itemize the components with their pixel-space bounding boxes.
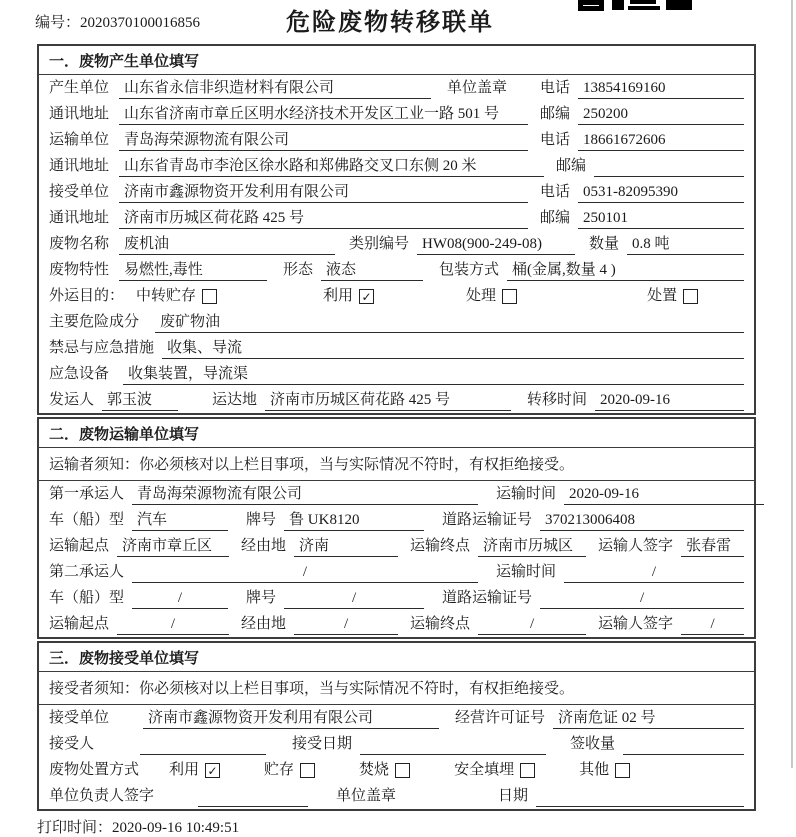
category-code-label: 类别编号 bbox=[349, 236, 410, 252]
purpose-dispose-option bbox=[647, 286, 698, 307]
route-origin-2-label: 运输起点 bbox=[49, 616, 110, 632]
disposal-landfill-label: 安全填埋 bbox=[454, 762, 515, 778]
purpose-dispose-label: 处置 bbox=[647, 288, 678, 304]
receiver-phone-label: 电话 bbox=[539, 184, 570, 200]
receiver-address-row bbox=[39, 205, 754, 231]
shipper-row bbox=[39, 387, 754, 413]
quantity-label: 数量 bbox=[589, 236, 620, 252]
road-permit-value: 370213006408 bbox=[540, 510, 744, 531]
emergency-measures-row bbox=[39, 335, 754, 361]
purpose-utilize-label: 利用 bbox=[323, 288, 354, 304]
receiver-unit-label: 接受单位 bbox=[49, 184, 110, 200]
producer-zip-value: 250200 bbox=[578, 104, 744, 125]
producer-zip-label: 邮编 bbox=[539, 106, 570, 122]
disposal-incinerate-label: 焚烧 bbox=[359, 762, 390, 778]
purpose-transit-storage-checkbox bbox=[202, 289, 217, 304]
section-transporter-title: 二．废物运输单位填写 bbox=[39, 419, 754, 448]
receiver-seal-label: 单位盖章 bbox=[336, 788, 397, 804]
receiver-phone-value: 0531-82095390 bbox=[578, 182, 744, 203]
receive-date-label: 接受日期 bbox=[292, 736, 353, 752]
physical-form-value: 液态 bbox=[321, 260, 423, 281]
route-origin-label: 运输起点 bbox=[49, 538, 110, 554]
producer-address-value: 山东省济南市章丘区明水经济技术开发区工业一路 501 号 bbox=[119, 104, 528, 125]
waste-name-row bbox=[39, 231, 754, 257]
print-time bbox=[37, 816, 756, 837]
transporter-unit-row bbox=[39, 127, 754, 153]
receiver-zip-label: 邮编 bbox=[539, 210, 570, 226]
vehicle-type-2-label: 车（船）型 bbox=[49, 590, 125, 606]
purpose-utilize-option bbox=[323, 286, 374, 307]
waste-characteristics-value: 易燃性,毒性 bbox=[119, 260, 267, 281]
first-carrier-row bbox=[39, 481, 754, 507]
plate-number-2-value: / bbox=[284, 588, 424, 609]
physical-form-label: 形态 bbox=[283, 262, 314, 278]
purpose-treat-label: 处理 bbox=[466, 288, 497, 304]
destination-value: 济南市历城区荷花路 425 号 bbox=[265, 390, 511, 411]
transfer-date-value: 2020-09-16 bbox=[595, 390, 744, 411]
section-receiver bbox=[37, 641, 756, 811]
receiver-unit-row bbox=[39, 179, 754, 205]
waste-name-label: 废物名称 bbox=[49, 236, 110, 252]
manager-signature-row bbox=[39, 783, 754, 809]
route-end-2-label: 运输终点 bbox=[410, 616, 471, 632]
quantity-value: 0.8 吨 bbox=[627, 234, 744, 255]
receiver-notice: 接受者须知：你必须核对以上栏目事项，当与实际情况不符时，有权拒绝接受。 bbox=[39, 672, 754, 705]
producer-address-label: 通讯地址 bbox=[49, 106, 110, 122]
qr-finder-block bbox=[578, 0, 604, 11]
route-row-2 bbox=[39, 611, 754, 637]
route-via-2-label: 经由地 bbox=[241, 616, 287, 632]
transport-time-value: 2020-09-16 bbox=[564, 484, 764, 505]
transport-time-2-label: 运输时间 bbox=[496, 564, 557, 580]
emergency-measures-label: 禁忌与应急措施 bbox=[49, 340, 155, 356]
transporter-address-value: 山东省青岛市李沧区徐水路和郑佛路交叉口东侧 20 米 bbox=[119, 156, 544, 177]
vehicle-type-value: 汽车 bbox=[132, 510, 228, 531]
carrier-signature-2-label: 运输人签字 bbox=[598, 616, 674, 632]
second-carrier-label: 第二承运人 bbox=[49, 564, 125, 580]
first-carrier-value: 青岛海荣源物流有限公司 bbox=[132, 484, 478, 505]
transporter-address-row bbox=[39, 153, 754, 179]
section-producer bbox=[37, 44, 756, 415]
receiver-person-value bbox=[140, 734, 266, 755]
transporter-address-label: 通讯地址 bbox=[49, 158, 110, 174]
route-end-2-value: / bbox=[478, 614, 586, 635]
waste-characteristics-label: 废物特性 bbox=[49, 262, 110, 278]
disposal-landfill-option bbox=[454, 760, 535, 781]
purpose-transit-storage-option bbox=[136, 286, 217, 307]
purpose-transit-storage-label: 中转贮存 bbox=[136, 288, 197, 304]
transporter-phone-value: 18661672606 bbox=[578, 130, 744, 151]
transporter-notice: 运输者须知：你必须核对以上栏目事项，当与实际情况不符时，有权拒绝接受。 bbox=[39, 448, 754, 481]
carrier-signature-value: 张春雷 bbox=[681, 536, 744, 557]
sign-date-value bbox=[536, 786, 744, 807]
signed-quantity-label: 签收量 bbox=[570, 736, 616, 752]
receiving-unit-row bbox=[39, 705, 754, 731]
producer-address-row bbox=[39, 101, 754, 127]
plate-number-2-label: 牌号 bbox=[246, 590, 277, 606]
disposal-utilize-checkbox: ✓ bbox=[205, 763, 220, 778]
disposal-incinerate-option bbox=[359, 760, 410, 781]
route-via-value: 济南 bbox=[294, 536, 398, 557]
road-permit-2-value: / bbox=[540, 588, 744, 609]
section-transporter bbox=[37, 417, 756, 639]
doc-number-label: 编号： bbox=[35, 15, 81, 31]
receiving-unit-label: 接受单位 bbox=[49, 710, 110, 726]
carrier-signature-label: 运输人签字 bbox=[598, 538, 674, 554]
producer-unit-row bbox=[39, 75, 754, 101]
waste-characteristics-row bbox=[39, 257, 754, 283]
receiver-person-label: 接受人 bbox=[49, 736, 95, 752]
disposal-store-checkbox bbox=[300, 763, 315, 778]
purpose-treat-option bbox=[466, 286, 517, 307]
first-carrier-label: 第一承运人 bbox=[49, 486, 125, 502]
route-row-1 bbox=[39, 533, 754, 559]
sign-date-label: 日期 bbox=[497, 788, 528, 804]
disposal-other-checkbox bbox=[615, 763, 630, 778]
section-producer-title: 一．废物产生单位填写 bbox=[39, 46, 754, 75]
route-via-2-value: / bbox=[294, 614, 398, 635]
road-permit-label: 道路运输证号 bbox=[442, 512, 533, 528]
category-code-value: HW08(900-249-08) bbox=[417, 234, 575, 255]
section-receiver-title: 三．废物接受单位填写 bbox=[39, 643, 754, 672]
shipper-label: 发运人 bbox=[49, 392, 95, 408]
producer-phone-label: 电话 bbox=[539, 80, 570, 96]
transporter-unit-value: 青岛海荣源物流有限公司 bbox=[119, 130, 528, 151]
print-time-value: 2020-09-16 10:49:51 bbox=[112, 820, 240, 836]
emergency-equipment-value: 收集装置，导流渠 bbox=[123, 364, 744, 385]
producer-phone-value: 13854169160 bbox=[578, 78, 744, 99]
emergency-measures-value: 收集、导流 bbox=[162, 338, 744, 359]
transfer-purpose-row bbox=[39, 283, 754, 309]
business-permit-value: 济南危证 02 号 bbox=[553, 708, 744, 729]
route-end-value: 济南市历城区 bbox=[478, 536, 586, 557]
transporter-phone-label: 电话 bbox=[539, 132, 570, 148]
purpose-dispose-checkbox bbox=[683, 289, 698, 304]
page-edge-line bbox=[791, 0, 793, 768]
packing-method-value: 桶(金属,数量 4 ) bbox=[507, 260, 744, 281]
shipper-value: 郭玉波 bbox=[102, 390, 178, 411]
disposal-other-option bbox=[579, 760, 630, 781]
route-origin-value: 济南市章丘区 bbox=[117, 536, 229, 557]
hazard-components-value: 废矿物油 bbox=[155, 312, 744, 333]
route-via-label: 经由地 bbox=[241, 538, 287, 554]
vehicle-type-2-value: / bbox=[132, 588, 228, 609]
disposal-method-row bbox=[39, 757, 754, 783]
receive-date-value bbox=[360, 734, 546, 755]
second-carrier-row bbox=[39, 559, 754, 585]
receiving-unit-value: 济南市鑫源物资开发利用有限公司 bbox=[143, 708, 439, 729]
route-origin-2-value: / bbox=[117, 614, 229, 635]
disposal-landfill-checkbox bbox=[520, 763, 535, 778]
carrier-signature-2-value: / bbox=[681, 614, 744, 635]
transporter-zip-value bbox=[594, 156, 744, 177]
signed-quantity-value bbox=[623, 734, 744, 755]
vehicle-type-row-1 bbox=[39, 507, 754, 533]
receiver-unit-value: 济南市鑫源物资开发利用有限公司 bbox=[119, 182, 528, 203]
plate-number-label: 牌号 bbox=[246, 512, 277, 528]
manager-signature-value bbox=[198, 786, 308, 807]
transporter-zip-label: 邮编 bbox=[555, 158, 586, 174]
vehicle-type-label: 车（船）型 bbox=[49, 512, 125, 528]
unit-seal-label: 单位盖章 bbox=[447, 80, 508, 96]
producer-unit-label: 产生单位 bbox=[49, 80, 110, 96]
road-permit-2-label: 道路运输证号 bbox=[442, 590, 533, 606]
purpose-treat-checkbox bbox=[502, 289, 517, 304]
waste-name-value: 废机油 bbox=[119, 234, 335, 255]
packing-method-label: 包装方式 bbox=[439, 262, 500, 278]
vehicle-type-row-2 bbox=[39, 585, 754, 611]
emergency-equipment-label: 应急设备 bbox=[49, 366, 110, 382]
disposal-utilize-label: 利用 bbox=[169, 762, 200, 778]
receiver-person-row bbox=[39, 731, 754, 757]
transport-time-label: 运输时间 bbox=[496, 486, 557, 502]
transfer-purpose-label: 外运目的： bbox=[49, 288, 125, 304]
manager-signature-label: 单位负责人签字 bbox=[49, 788, 155, 804]
transporter-unit-label: 运输单位 bbox=[49, 132, 110, 148]
disposal-store-label: 贮存 bbox=[264, 762, 295, 778]
transport-time-2-value: / bbox=[564, 562, 744, 583]
manifest-form bbox=[37, 44, 756, 837]
business-permit-label: 经营许可证号 bbox=[455, 710, 546, 726]
emergency-equipment-row bbox=[39, 361, 754, 387]
transfer-date-label: 转移时间 bbox=[527, 392, 588, 408]
receiver-zip-value: 250101 bbox=[578, 208, 744, 229]
receiver-address-value: 济南市历城区荷花路 425 号 bbox=[119, 208, 528, 229]
plate-number-value: 鲁 UK8120 bbox=[284, 510, 424, 531]
disposal-incinerate-checkbox bbox=[395, 763, 410, 778]
print-time-label: 打印时间： bbox=[37, 820, 113, 836]
hazard-components-label: 主要危险成分 bbox=[49, 314, 140, 330]
second-carrier-value: / bbox=[132, 562, 478, 583]
disposal-utilize-option bbox=[169, 760, 220, 781]
qr-code-remnant bbox=[578, 0, 692, 11]
page-title: 危险废物转移联单 bbox=[286, 9, 494, 36]
route-end-label: 运输终点 bbox=[410, 538, 471, 554]
producer-unit-value: 山东省永信非织造材料有限公司 bbox=[119, 78, 431, 99]
destination-label: 运达地 bbox=[212, 392, 258, 408]
disposal-method-label: 废物处置方式 bbox=[49, 762, 140, 778]
purpose-utilize-checkbox: ✓ bbox=[359, 289, 374, 304]
disposal-other-label: 其他 bbox=[579, 762, 610, 778]
hazard-components-row bbox=[39, 309, 754, 335]
receiver-address-label: 通讯地址 bbox=[49, 210, 110, 226]
doc-number-value: 2020370100016856 bbox=[80, 15, 201, 31]
disposal-store-option bbox=[264, 760, 315, 781]
